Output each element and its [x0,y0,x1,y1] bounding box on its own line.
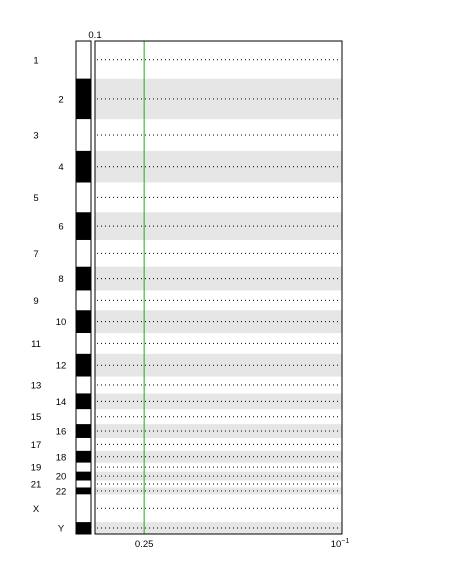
ideogram-band-7 [76,240,91,267]
row-shade-16 [95,424,342,438]
ideogram-band-2 [76,79,91,120]
ideogram-band-14 [76,393,91,409]
ideogram-band-6 [76,212,91,240]
row-shade-22 [95,487,342,494]
chromosome-label-14: 14 [55,396,67,408]
ideogram-band-8 [76,267,91,291]
ideogram-band-1 [76,41,91,79]
x-axis-tick-labels [135,538,349,550]
chromosome-labels [31,55,67,534]
ideogram-band-20 [76,472,91,481]
chromosome-label-18: 18 [55,452,67,464]
row-shade-10 [95,310,342,333]
chromosome-label-3: 3 [33,130,39,142]
ideogram-band-21 [76,481,91,488]
chromosome-label-4: 4 [58,162,64,174]
chromosome-label-11: 11 [31,338,41,350]
ideogram-band-3 [76,119,91,151]
row-shade-18 [95,451,342,463]
chromosome-label-5: 5 [33,192,39,204]
ideogram-band-18 [76,451,91,463]
ideogram-band-11 [76,333,91,354]
row-shade-8 [95,267,342,291]
x-tick-label-0: 0.25 [134,539,154,550]
ideogram-band-9 [76,290,91,310]
chromosome-label-19: 19 [30,462,42,474]
ideogram-band-19 [76,463,91,472]
chromosome-label-1: 1 [33,55,39,67]
chromosome-label-21: 21 [30,479,42,491]
chromosome-label-9: 9 [33,295,39,307]
chromosome-label-2: 2 [58,94,64,106]
row-shade-20 [95,472,342,481]
chromosome-label-20: 20 [55,471,67,483]
row-shade-14 [95,393,342,409]
chromosome-label-8: 8 [58,274,64,286]
chromosome-label-y: Y [57,523,65,535]
ideogram-band-y [76,522,91,534]
row-shade-12 [95,354,342,377]
chromosome-label-x: X [32,503,40,515]
ideogram-band-15 [76,409,91,424]
ideogram-band-x [76,494,91,522]
x-tick-label-1: $10^{-1}$ [330,538,350,550]
ideogram-band-5 [76,183,91,213]
ideogram-band-12 [76,354,91,377]
ideogram-band-17 [76,438,91,451]
chromosome-label-12: 12 [55,360,67,372]
row-shade-4 [95,151,342,183]
ideogram-band-4 [76,151,91,183]
chromosome-label-16: 16 [55,426,67,438]
chromosome-label-22: 22 [55,486,67,498]
chromosome-label-6: 6 [58,221,64,233]
chromosome-label-15: 15 [30,412,42,424]
ideogram-band-22 [76,487,91,494]
chromosome-label-7: 7 [33,248,39,260]
row-shade-6 [95,212,342,240]
row-shade-y [95,522,342,534]
ideogram-band-16 [76,424,91,438]
chromosome-label-10: 10 [55,317,67,329]
ideogram-band-13 [76,377,91,394]
ideogram-band-10 [76,310,91,333]
chromosome-label-17: 17 [30,439,42,451]
chromosome-label-13: 13 [30,380,42,392]
top-scale-label: 0.1 [88,30,102,41]
row-shades [95,79,342,534]
ideogram-bar [76,41,91,534]
row-shade-2 [95,79,342,120]
